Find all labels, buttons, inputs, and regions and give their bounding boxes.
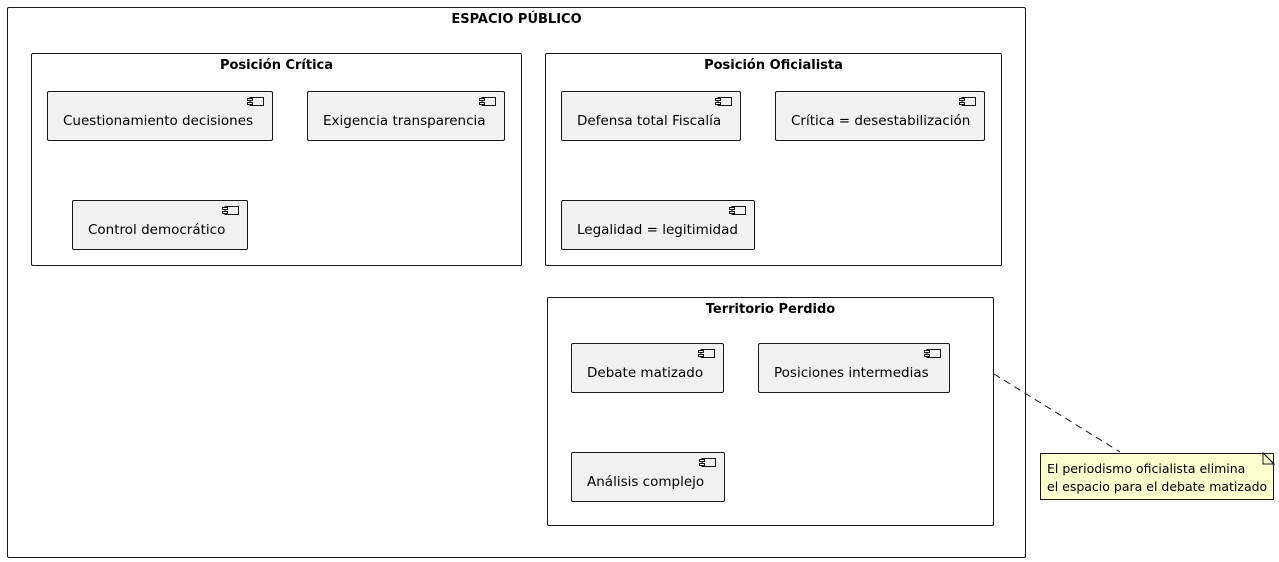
posicion-oficialista-title: Posición Oficialista	[704, 58, 843, 73]
component-label: Control democrático	[88, 222, 226, 238]
component-label: Exigencia transparencia	[323, 113, 486, 129]
component-label: Crítica = desestabilización	[791, 113, 971, 129]
territorio-perdido-title: Territorio Perdido	[705, 302, 836, 317]
note-line-2: el espacio para el debate matizado	[1047, 479, 1268, 494]
component-label: Legalidad = legitimidad	[577, 222, 738, 238]
note-line-1: El periodismo oficialista elimina	[1047, 461, 1246, 476]
posicion-critica-title: Posición Crítica	[219, 58, 334, 73]
component-label: Defensa total Fiscalía	[577, 113, 722, 129]
espacio-publico-title: ESPACIO PÚBLICO	[451, 12, 582, 27]
component-label: Posiciones intermedias	[774, 365, 929, 381]
component-label: Debate matizado	[587, 365, 704, 381]
component-label: Cuestionamiento decisiones	[63, 113, 254, 129]
component-label: Análisis complejo	[587, 474, 705, 490]
